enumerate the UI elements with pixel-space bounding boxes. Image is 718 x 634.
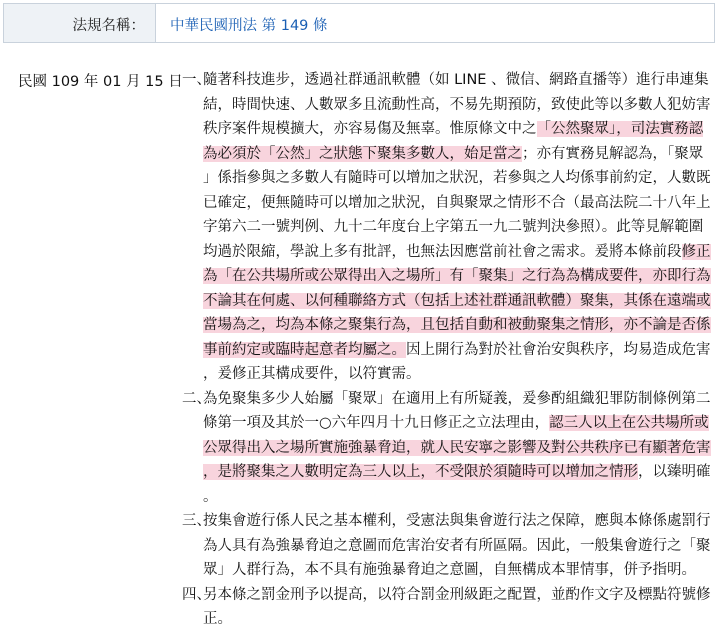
highlighted-text: 不論其在何處、以何種聯絡方式（包括上述社群通訊軟體）聚集，其係在遠端或 — [203, 292, 711, 309]
reason-line — [203, 70, 709, 90]
reason-text: 因上開行為對於社會治安與秩序，均易造成危害 — [406, 341, 711, 358]
highlighted-text: 事前約定或臨時起意者均屬之。 — [203, 341, 406, 358]
reason-text: 條第一項及其於一○六年四月十九日修正之立法理由， — [203, 415, 550, 431]
law-title-link[interactable]: 中華民國刑法 第 149 條 — [170, 18, 328, 34]
reason-text: 字第六二一號判例、九十二年度台上字第五一九二號判決參照）。此等見解範圍 — [203, 219, 704, 235]
reason-text: 為人具有為強暴脅迫之意圖而危害治安者有所區隔。因此，一般集會遊行之「聚 — [203, 537, 711, 554]
reason-text: ；亦有實務見解認為，「聚眾 — [522, 145, 704, 162]
reason-line — [203, 511, 711, 531]
reason-line — [203, 217, 703, 237]
highlighted-text: 認三人以上在公共場所或 — [549, 415, 709, 431]
reason-line — [203, 193, 711, 213]
reason-line — [203, 266, 711, 286]
reason-text: 隨著科技進步，透過社群通訊軟體（如 LINE 、微信、網路直播等）進行串連集 — [203, 72, 709, 88]
reason-line — [203, 364, 421, 384]
reason-line — [203, 95, 711, 115]
reason-line — [203, 413, 709, 433]
reason-line — [203, 144, 703, 164]
law-name-row — [3, 3, 715, 43]
item-marker: 四、 — [182, 586, 211, 603]
reason-line — [203, 462, 711, 482]
reason-line — [203, 340, 711, 360]
reason-line — [203, 487, 218, 507]
reason-line — [203, 389, 711, 409]
reason-text: 結，時間快速、人數眾多且流動性高，不易先期預防，致使此等以多數人犯妨害 — [203, 96, 711, 113]
reason-line — [203, 119, 703, 139]
item-marker: 二、 — [182, 390, 211, 407]
reason-text: 均過於限縮，學說上多有批評，也無法因應當前社會之需求。爰將本條前段 — [203, 243, 682, 260]
highlighted-text: 為「在公共場所或公眾得出入之場所」有「聚集」之行為為構成要件，亦即行為 — [203, 268, 711, 284]
reason-text: ，以臻明確 — [638, 464, 711, 480]
highlighted-text: ，是將聚集之人數明定為三人以上，不受限於須隨時可以增加之情形 — [203, 464, 638, 480]
highlighted-text: 當場為之，均為本條之聚集行為，且包括自動和被動聚集之情形，亦不論是否係 — [203, 317, 711, 333]
reason-line — [203, 560, 696, 580]
highlighted-text: 「公然聚眾」，司法實務認 — [536, 121, 704, 137]
reason-line — [203, 242, 711, 262]
reason-text: 為免聚集多少人始屬「聚眾」在適用上有所疑義，爰參酌組織犯罪防制條例第二 — [203, 390, 711, 407]
item-marker: 一、 — [182, 72, 211, 88]
highlighted-text: 公眾得出入之場所實施強暴脅迫，就人民安寧之影響及對公共秩序已有顯著危害 — [203, 439, 711, 456]
reason-text: 秩序案件規模擴大，亦容易傷及無辜。惟原條文中之 — [203, 121, 537, 137]
reason-text: 。 — [203, 488, 218, 505]
reason-line — [203, 315, 711, 335]
reason-text: 另本條之罰金刑予以提高，以符合罰金刑級距之配置，並酌作文字及標點符號修 — [203, 586, 711, 603]
reason-line — [203, 585, 711, 605]
reason-text: ，爰修正其構成要件，以符實需。 — [203, 366, 421, 382]
reason-line — [203, 438, 711, 458]
highlighted-text: 為必須於「公然」之狀態下聚集多數人，始足當之 — [203, 145, 522, 162]
reason-text: 正。 — [203, 611, 232, 627]
reason-line — [203, 168, 711, 188]
law-name-label-cell — [4, 4, 156, 42]
item-marker: 三、 — [182, 513, 211, 529]
reason-text: 眾」人群行為，本不具有施強暴脅迫之意圖，自無構成本罪情事，併予指明。 — [203, 562, 696, 578]
reason-line — [203, 291, 711, 311]
law-name-label: 法規名稱： — [72, 18, 145, 34]
reason-text: 按集會遊行係人民之基本權利，受憲法與集會遊行法之保障，應與本條係處罰行 — [203, 513, 711, 529]
amendment-date: 民國 109 年 01 月 15 日 — [18, 74, 183, 90]
reason-text: 」係指參與之多數人有隨時可以增加之狀況，若參與之人均係事前約定，人數既 — [203, 170, 711, 186]
reason-line — [203, 609, 232, 629]
reason-line — [203, 536, 711, 556]
reason-text: 已確定，便無隨時可以增加之狀況，自與聚眾之情形不合（最高法院二十八年上 — [203, 194, 711, 211]
highlighted-text: 修正 — [681, 243, 711, 260]
